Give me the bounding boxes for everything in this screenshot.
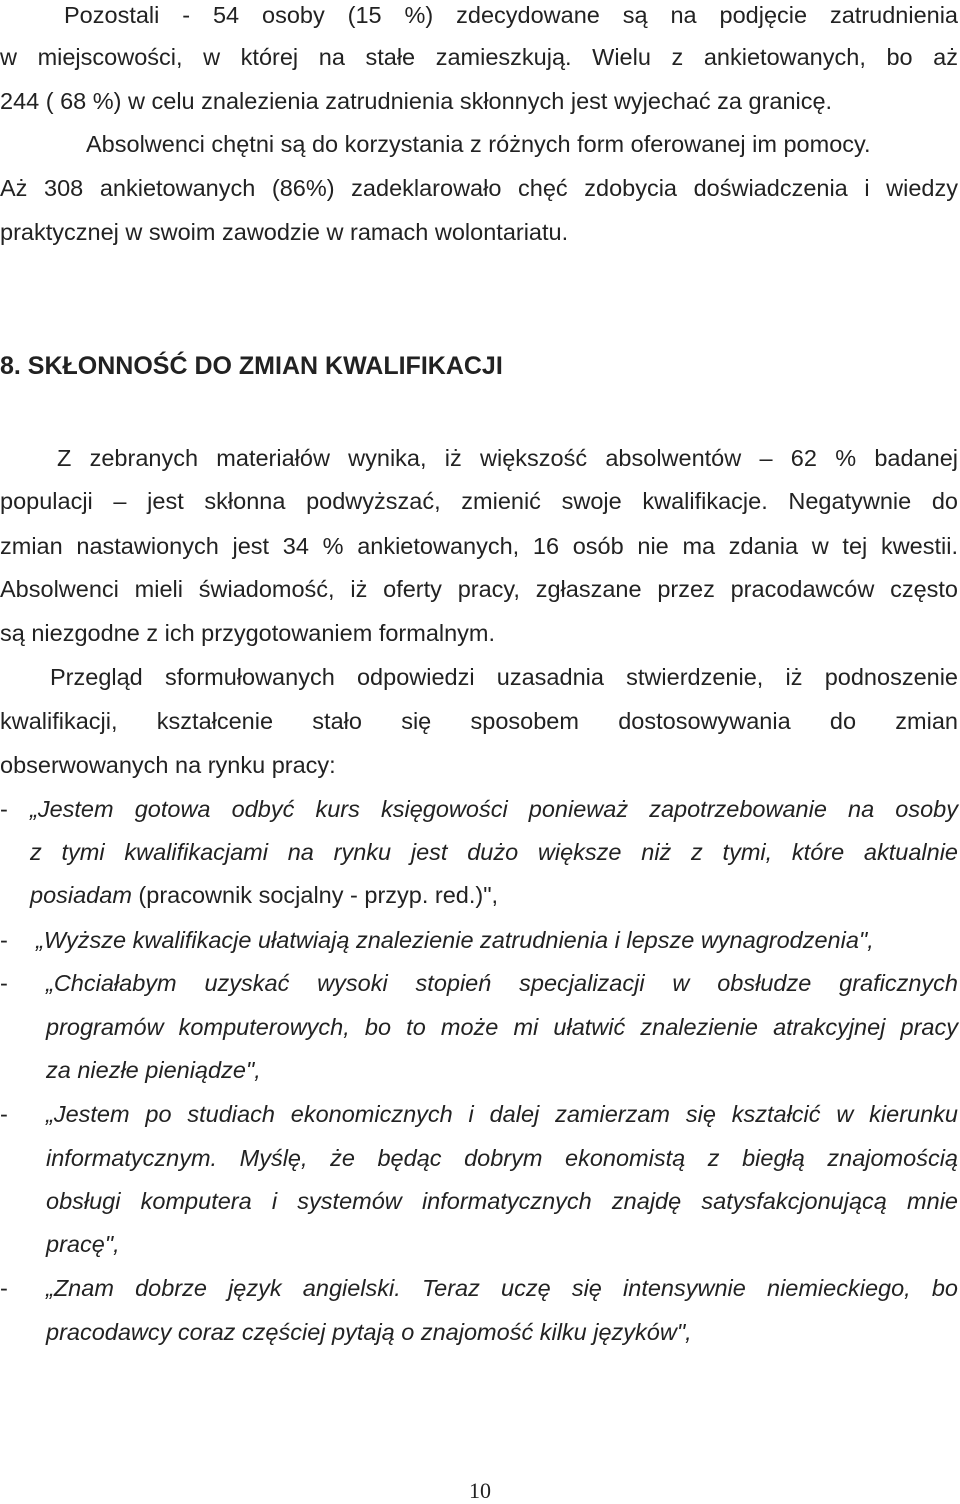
intro-line-1: Pozostali - 54 osoby (15 %) zdecydowane są na podjęcie zatrudnienia bbox=[64, 2, 958, 28]
quote-4-line-1: „Jestem po studiach ekonomicznych i dalej zamierzam się kształcić w kierunku bbox=[46, 1101, 958, 1127]
quote-5-line-2: pracodawcy coraz częściej pytają o znajomość kilku języków", bbox=[46, 1319, 692, 1345]
section-heading: 8. SKŁONNOŚĆ DO ZMIAN KWALIFIKACJI bbox=[0, 352, 503, 380]
quote-4-line-4: pracę", bbox=[46, 1231, 120, 1257]
quote-4-line-2: informatycznym. Myślę, że będąc dobrym ekonomistą z biegłą znajomością bbox=[46, 1145, 958, 1171]
para1-line-2: populacji – jest skłonna podwyższać, zmienić swoje kwalifikacje. Negatywnie do bbox=[0, 488, 958, 514]
quote-2-line-1: „Wyższe kwalifikacje ułatwiają znalezienie zatrudnienia i lepsze wynagrodzenia", bbox=[36, 927, 874, 953]
para2-line-1: Przegląd sformułowanych odpowiedzi uzasadnia stwierdzenie, iż podnoszenie bbox=[50, 664, 958, 690]
intro-line-5: Aż 308 ankietowanych (86%) zadeklarowało chęć zdobycia doświadczenia i wiedzy bbox=[0, 175, 958, 201]
para1-line-4: Absolwenci mieli świadomość, iż oferty pracy, zgłaszane przez pracodawców często bbox=[0, 576, 958, 602]
quote-3-line-3: za niezłe pieniądze", bbox=[46, 1057, 261, 1083]
quote-4-line-3: obsługi komputera i systemów informatycznych znajdę satysfakcjonującą mnie bbox=[46, 1188, 958, 1214]
quote-1-note: (pracownik socjalny - przyp. red.)", bbox=[131, 882, 499, 908]
intro-line-6: praktycznej w swoim zawodzie w ramach wolontariatu. bbox=[0, 219, 569, 245]
quote-5-line-1: „Znam dobrze język angielski. Teraz uczę się intensywnie niemieckiego, bo bbox=[46, 1275, 958, 1301]
quote-1-italic-part: posiadam bbox=[30, 882, 132, 908]
quote-3-line-1: „Chciałabym uzyskać wysoki stopień specjalizacji w obsłudze graficznych bbox=[46, 970, 958, 996]
quote-3-dash: - bbox=[0, 970, 8, 996]
quote-1-line-2: z tymi kwalifikacjami na rynku jest dużo większe niż z tymi, które aktualnie bbox=[30, 839, 958, 865]
quote-4-dash: - bbox=[0, 1101, 8, 1127]
quote-5-dash: - bbox=[0, 1275, 8, 1301]
quote-2-dash: - bbox=[0, 927, 8, 953]
intro-line-2: w miejscowości, w której na stałe zamieszkują. Wielu z ankietowanych, bo aż bbox=[0, 44, 958, 70]
quote-1-line-1: „Jestem gotowa odbyć kurs księgowości ponieważ zapotrzebowanie na osoby bbox=[30, 796, 958, 822]
intro-line-3: 244 ( 68 %) w celu znalezienia zatrudnienia skłonnych jest wyjechać za granicę. bbox=[0, 88, 833, 114]
page-number: 10 bbox=[469, 1478, 491, 1503]
para1-line-3: zmian nastawionych jest 34 % ankietowanych, 16 osób nie ma zdania w tej kwestii. bbox=[0, 533, 958, 559]
quote-3-line-2: programów komputerowych, bo to może mi ułatwić znalezienie atrakcyjnej pracy bbox=[46, 1014, 958, 1040]
intro-line-4: Absolwenci chętni są do korzystania z różnych form oferowanej im pomocy. bbox=[86, 131, 871, 157]
quote-1-line-3 bbox=[30, 880, 958, 910]
para2-line-2: kwalifikacji, kształcenie stało się sposobem dostosowywania do zmian bbox=[0, 708, 958, 734]
para1-line-1: Z zebranych materiałów wynika, iż większość absolwentów – 62 % badanej bbox=[57, 445, 958, 471]
quote-1-dash: - bbox=[0, 796, 8, 822]
para1-line-5: są niezgodne z ich przygotowaniem formalnym. bbox=[0, 620, 496, 646]
para2-line-3: obserwowanych na rynku pracy: bbox=[0, 752, 336, 778]
